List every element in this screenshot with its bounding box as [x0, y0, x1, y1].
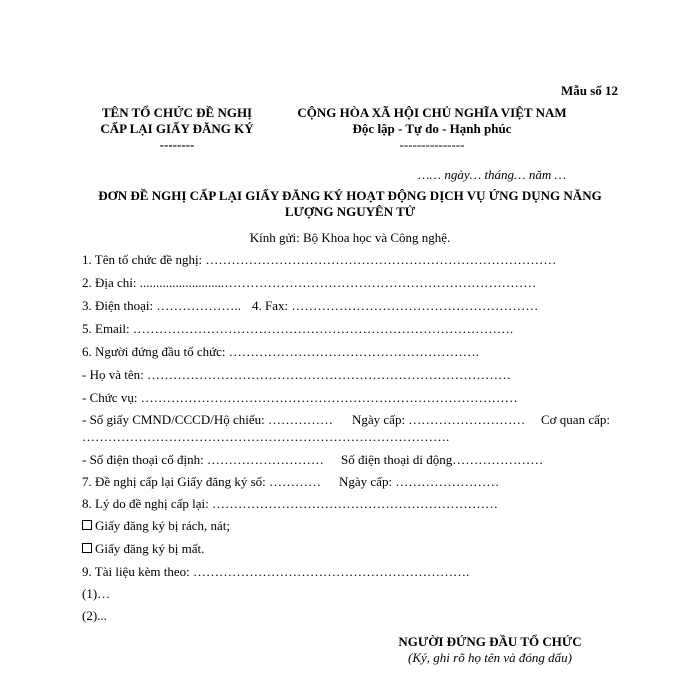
reason-option-damaged[interactable] — [82, 518, 230, 534]
nation-line-1: CỘNG HÒA XÃ HỘI CHỦ NGHĨA VIỆT NAM — [297, 105, 567, 120]
field-head-of-org: 6. Người đứng đầu tổ chức: …………………………………………………. — [82, 344, 480, 359]
field-position: - Chức vụ: …………………………………………………………………………… — [82, 390, 518, 405]
reason-option-lost[interactable] — [82, 541, 204, 557]
field-id-issuer: Cơ quan cấp: — [541, 412, 610, 427]
field-org-name: 1. Tên tổ chức đề nghị: ……………………………………………………………………… — [82, 252, 557, 267]
signature-note: (Ký, ghi rõ họ tên và đóng dấu) — [408, 650, 572, 665]
title-line-2: LƯỢNG NGUYÊN TỬ — [284, 204, 416, 219]
date-line: …… ngày… tháng… năm … — [418, 167, 567, 182]
org-dashes: -------- — [159, 137, 195, 152]
field-reason: 8. Lý do đề nghị cấp lại: ………………………………………………………… — [82, 496, 498, 511]
attachment-1: (1)… — [82, 586, 111, 601]
field-id-number: - Số giấy CMND/CCCD/Hộ chiếu: …………… — [82, 412, 333, 427]
field-registration-date: Ngày cấp: …………………… — [339, 474, 500, 489]
organization-header — [82, 105, 272, 153]
field-email: 5. Email: ……………………………………………………………………………. — [82, 321, 514, 336]
field-phone: 3. Điện thoại: ……………….. — [82, 298, 241, 313]
document-title — [70, 188, 630, 220]
attachment-2: (2)... — [82, 608, 107, 623]
org-line-1: TÊN TỔ CHỨC ĐỀ NGHỊ — [101, 105, 253, 120]
field-landline: - Số điện thoại cố định: ……………………… — [82, 452, 324, 467]
field-full-name: - Họ và tên: ………………………………………………………………………… — [82, 367, 511, 382]
title-line-1: ĐƠN ĐỀ NGHỊ CẤP LẠI GIẤY ĐĂNG KÝ HOẠT ĐỘNG DỊCH VỤ ỨNG DỤNG NĂNG — [98, 188, 602, 203]
motto: Độc lập - Tự do - Hạnh phúc — [352, 121, 512, 136]
signature-block — [360, 634, 620, 666]
checkbox-damaged[interactable] — [82, 520, 92, 530]
checkbox-lost[interactable] — [82, 543, 92, 553]
field-mobile: Số điện thoại di động………………… — [341, 452, 544, 467]
form-number: Mẫu số 12 — [560, 83, 618, 98]
national-header — [282, 105, 582, 153]
nation-dashes: --------------- — [399, 137, 465, 152]
field-id-issuer-value: …………………………………………………………………………. — [82, 429, 450, 444]
field-attachments: 9. Tài liệu kèm theo: ………………………………………………………. — [82, 564, 470, 579]
field-address: 2. Địa chỉ: ..........................……………………………………………………………… — [82, 275, 537, 290]
field-id-issue-date: Ngày cấp: ……………………… — [352, 412, 526, 427]
field-fax: 4. Fax: ………………………………………………… — [252, 298, 539, 313]
field-registration-number: 7. Đề nghị cấp lại Giấy đăng ký số: ………… — [82, 474, 322, 489]
reason-lost-label: Giấy đăng ký bị mất. — [95, 541, 205, 556]
greeting: Kính gửi: Bộ Khoa học và Công nghệ. — [249, 230, 451, 245]
signature-title: NGƯỜI ĐỨNG ĐẦU TỔ CHỨC — [398, 634, 582, 649]
reason-damaged-label: Giấy đăng ký bị rách, nát; — [95, 518, 231, 533]
org-line-2: CẤP LẠI GIẤY ĐĂNG KÝ — [100, 121, 254, 136]
